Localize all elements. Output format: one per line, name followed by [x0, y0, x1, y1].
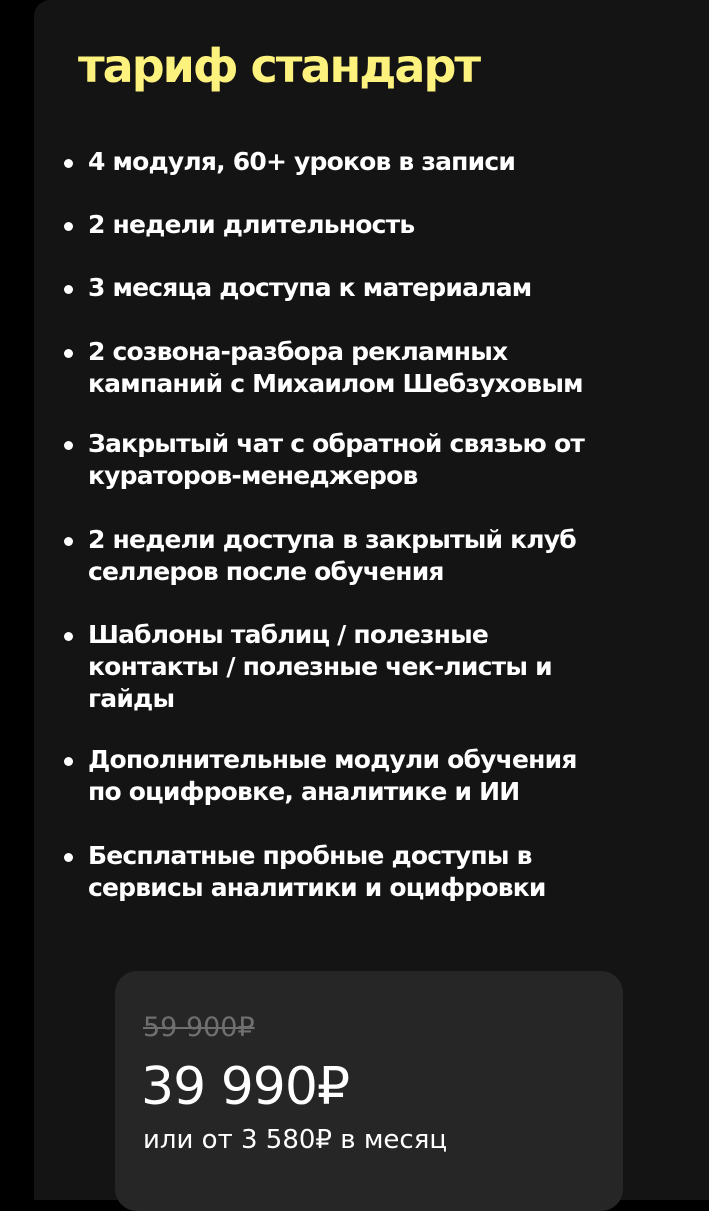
- bullet-dot-icon: [64, 349, 73, 358]
- bullet-dot-icon: [64, 159, 73, 168]
- bullet-dot-icon: [64, 222, 73, 231]
- feature-item: [88, 209, 703, 241]
- old-price: 59 900₽: [143, 1012, 255, 1043]
- feature-text: 2 недели доступа в закрытый клуб селлеров после обучения: [88, 525, 576, 586]
- feature-text: 2 недели длительность: [88, 210, 415, 239]
- monthly-installment-price: или от 3 580₽ в месяц: [143, 1125, 448, 1155]
- bullet-dot-icon: [64, 441, 73, 450]
- price-card: [115, 971, 623, 1211]
- tariff-title: тариф стандарт: [78, 39, 480, 93]
- feature-item: [88, 272, 703, 304]
- feature-text: Шаблоны таблиц / полезные контакты / полезные чек-листы и гайды: [88, 620, 552, 713]
- feature-text: Закрытый чат с обратной связью от кураторов-менеджеров: [88, 429, 585, 490]
- feature-item: [88, 524, 703, 588]
- feature-text: 4 модуля, 60+ уроков в записи: [88, 147, 516, 176]
- feature-item: [88, 428, 703, 492]
- bullet-dot-icon: [64, 537, 73, 546]
- bullet-dot-icon: [64, 853, 73, 862]
- feature-item: [88, 744, 703, 808]
- feature-text: Дополнительные модули обучения по оцифровке, аналитике и ИИ: [88, 745, 577, 806]
- current-price: 39 990₽: [141, 1057, 350, 1117]
- bullet-dot-icon: [64, 285, 73, 294]
- bullet-dot-icon: [64, 757, 73, 766]
- feature-item: [88, 146, 703, 178]
- feature-item: [88, 840, 703, 904]
- feature-text: 3 месяца доступа к материалам: [88, 273, 532, 302]
- feature-item: [88, 619, 703, 715]
- bullet-dot-icon: [64, 632, 73, 641]
- feature-item: [88, 336, 703, 400]
- feature-text: Бесплатные пробные доступы в сервисы аналитики и оцифровки: [88, 841, 546, 902]
- feature-text: 2 созвона-разбора рекламных кампаний с Михаилом Шебзуховым: [88, 337, 583, 398]
